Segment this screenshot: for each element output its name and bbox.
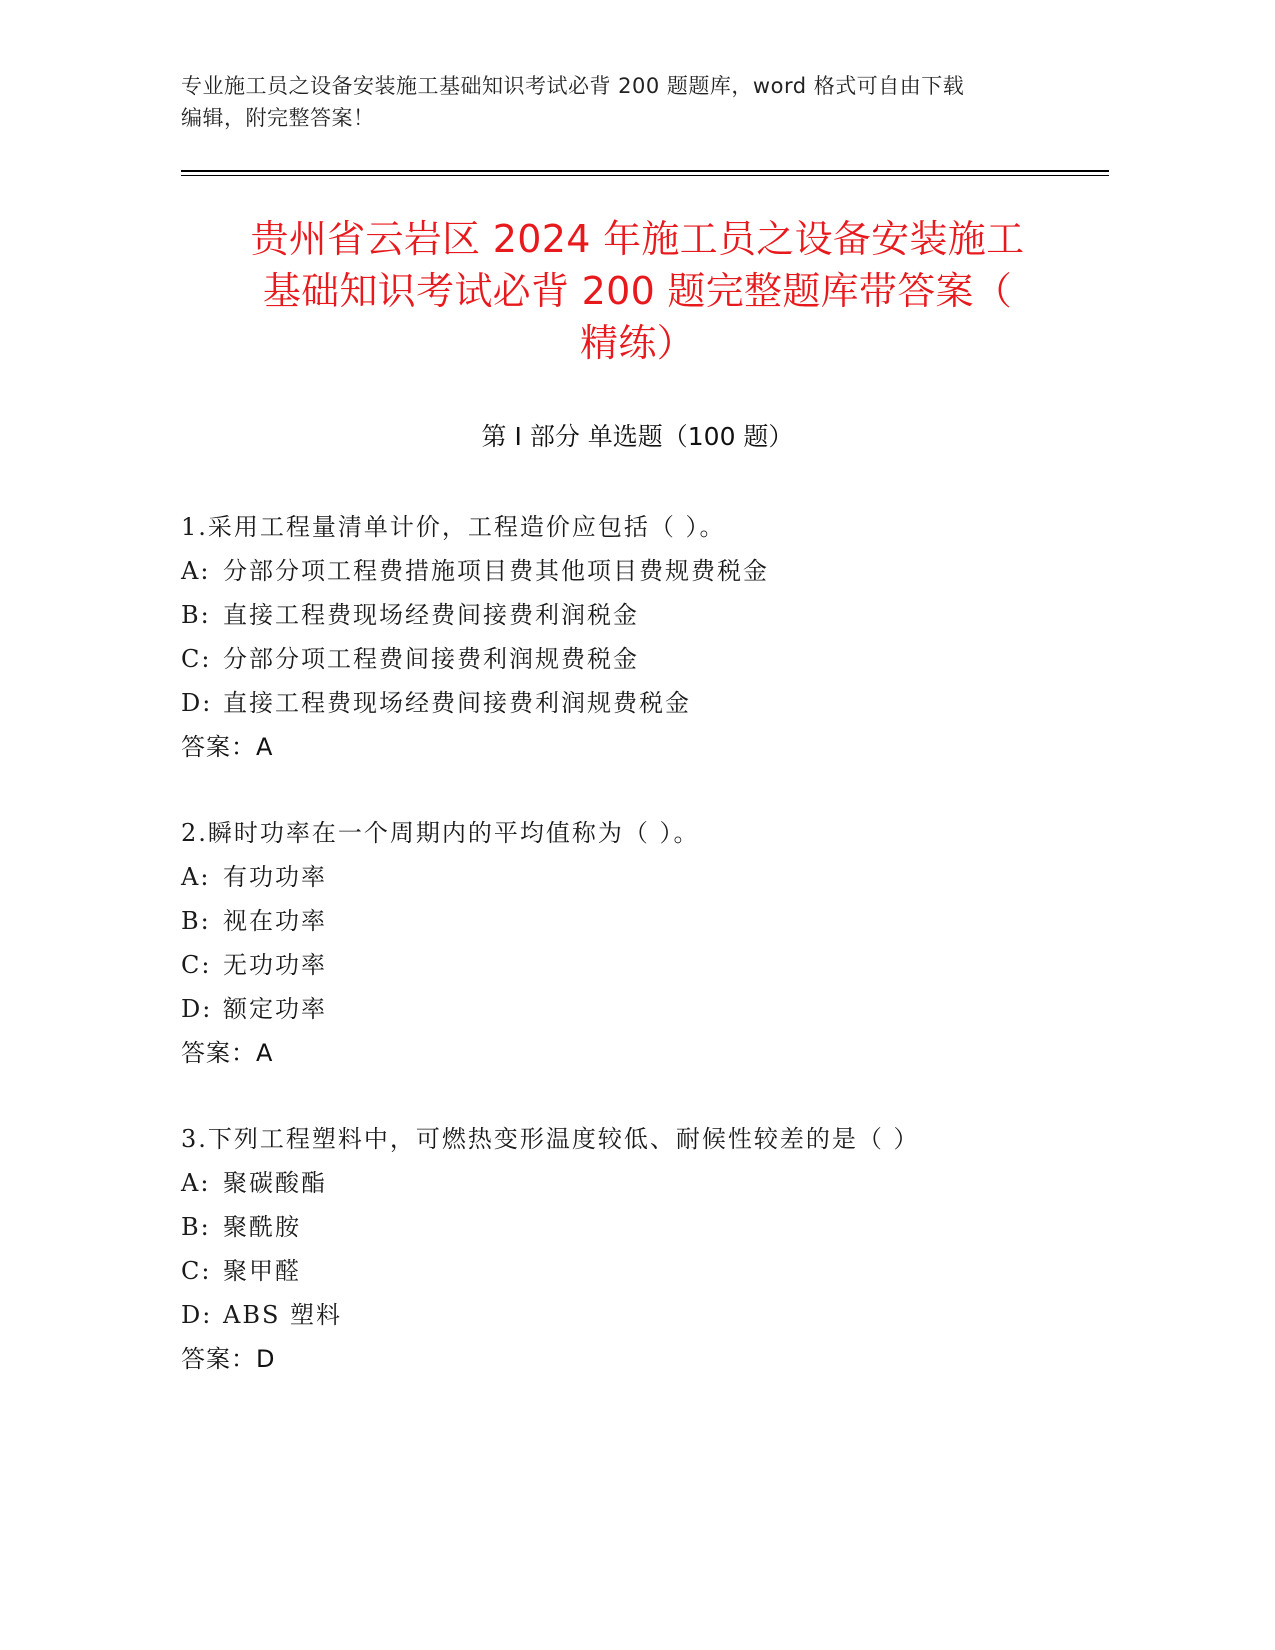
option-key: D: [181,1301,213,1329]
option-text: 视在功率 [223,907,327,935]
header-divider-thin [181,175,1109,176]
option-text: 额定功率 [223,995,327,1023]
option-c [181,943,1101,987]
question-3 [181,1117,1101,1381]
answer-line: 答案：A [181,733,274,761]
option-text: ABS 塑料 [223,1301,343,1329]
question-1 [181,505,1101,769]
option-text: 分部分项工程费间接费利润规费税金 [223,645,639,673]
option-a [181,855,1101,899]
header-note [181,70,1081,134]
header-note-line1: 专业施工员之设备安装施工基础知识考试必背 200 题题库，word 格式可自由下载 [181,74,965,98]
option-key: B: [181,1213,211,1241]
title-line2: 基础知识考试必背 200 题完整题库带答案（ [262,269,1013,313]
option-text: 聚碳酸酯 [223,1169,327,1197]
option-d [181,1293,1101,1337]
option-d [181,987,1101,1031]
question-stem: 1.采用工程量清单计价，工程造价应包括（ ）。 [181,513,726,541]
option-key: D: [181,689,213,717]
option-key: A: [181,1169,211,1197]
question-2 [181,811,1101,1075]
option-key: B: [181,601,211,629]
option-text: 聚甲醛 [223,1257,301,1285]
document-title [170,213,1105,369]
option-key: C: [181,645,212,673]
question-stem: 2.瞬时功率在一个周期内的平均值称为（ ）。 [181,819,700,847]
option-key: C: [181,1257,212,1285]
option-key: A: [181,557,211,585]
option-key: D: [181,995,213,1023]
question-list [181,505,1101,1423]
header-note-line2: 编辑，附完整答案！ [181,106,375,130]
question-stem: 3.下列工程塑料中，可燃热变形温度较低、耐候性较差的是（ ） [181,1125,920,1153]
option-key: C: [181,951,212,979]
option-text: 直接工程费现场经费间接费利润规费税金 [223,689,691,717]
option-text: 分部分项工程费措施项目费其他项目费规费税金 [223,557,769,585]
option-text: 有功功率 [223,863,327,891]
option-c [181,1249,1101,1293]
option-c [181,637,1101,681]
header-divider-thick [181,170,1109,172]
option-a [181,549,1101,593]
answer-line: 答案：D [181,1345,276,1373]
option-text: 无功功率 [223,951,327,979]
title-line3: 精练） [580,321,695,365]
answer-line: 答案：A [181,1039,274,1067]
option-d [181,681,1101,725]
option-b [181,899,1101,943]
option-text: 直接工程费现场经费间接费利润税金 [223,601,639,629]
option-b [181,1205,1101,1249]
option-key: B: [181,907,211,935]
option-key: A: [181,863,211,891]
title-line1: 贵州省云岩区 2024 年施工员之设备安装施工 [250,217,1025,261]
section-heading: 第 I 部分 单选题（100 题） [481,422,794,451]
option-b [181,593,1101,637]
option-a [181,1161,1101,1205]
option-text: 聚酰胺 [223,1213,301,1241]
